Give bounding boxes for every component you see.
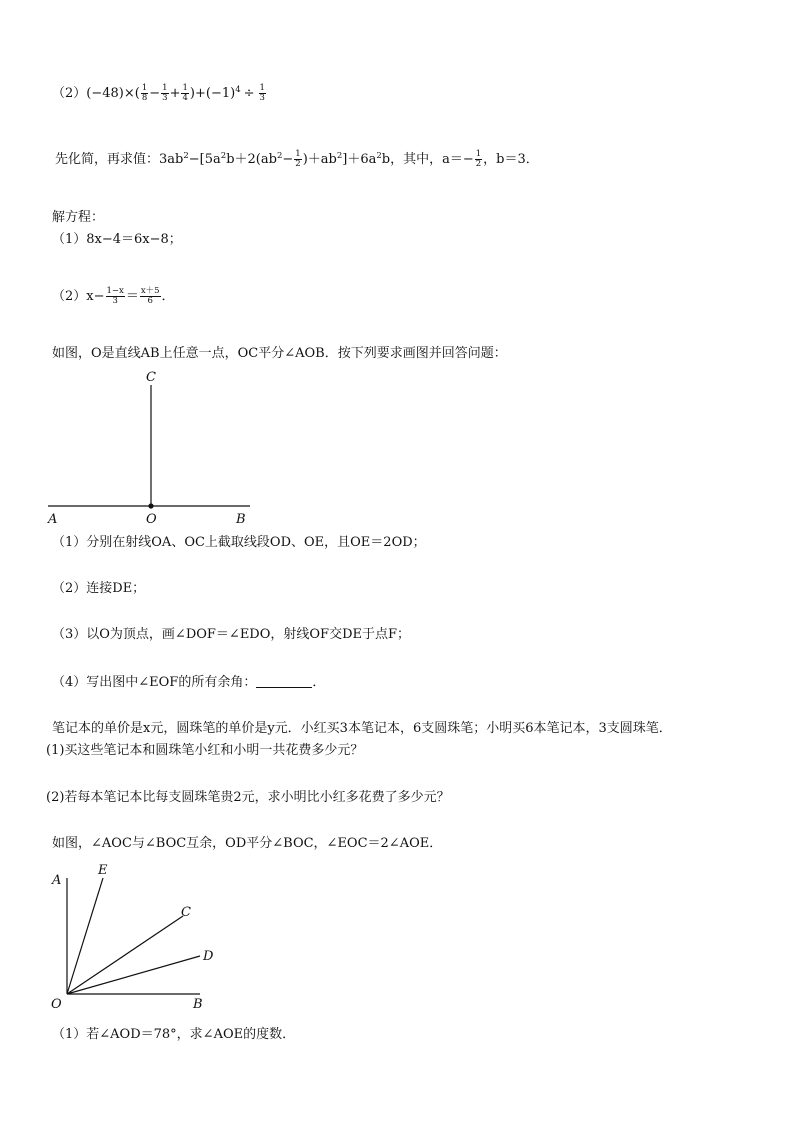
fraction-1-3-b: $\frac{1}{3}$ xyxy=(259,83,265,103)
label-A: A xyxy=(48,512,58,527)
simplify-problem: 先化简，再求值：$3ab^2-[5a^2b+2(ab^2-$ $\frac{1}{2}$ )$+ab^2]+6a^2b$，其中，a＝− $\frac{1}{2}$ ，b＝3． xyxy=(55,149,539,169)
equation-1: （1）8x−4＝6x−8； xyxy=(52,232,182,247)
notebook-intro: 笔记本的单价是x元，圆珠笔的单价是y元．小红买3本笔记本，6支圆珠笔；小明买6本笔记本，3支圆珠笔． xyxy=(52,721,672,736)
geometry1-step-2: （2）连接DE； xyxy=(52,581,146,596)
notebook-part-1: (1)买这些笔记本和圆珠笔小红和小明一共花费多少元？ xyxy=(46,743,364,758)
answer-blank[interactable] xyxy=(256,675,312,688)
fraction-x-plus-5-over-6: $\frac{x+5}{6}$ xyxy=(140,286,160,306)
ray-OE xyxy=(67,878,103,994)
label-A: A xyxy=(52,873,62,888)
geometry1-step-4: （4）写出图中∠EOF的所有余角： ． xyxy=(52,675,326,690)
fraction-1-3: $\frac{1}{3}$ xyxy=(162,83,168,103)
calc2-prefix: （2）(−48)×( xyxy=(52,86,140,101)
fraction-1-minus-x-over-3: $\frac{1-x}{3}$ xyxy=(106,286,124,306)
calc-problem-2: （2）(−48)×( $\frac{1}{8}$ − $\frac{1}{3}$ + $\frac{1}{4}$ )$+(-1)^4$ ÷ $\frac{1}{3}$ xyxy=(52,83,265,103)
fraction-1-8: $\frac{1}{8}$ xyxy=(141,83,148,103)
fraction-1-4: $\frac{1}{4}$ xyxy=(182,83,188,103)
label-O: O xyxy=(51,997,62,1012)
label-E: E xyxy=(98,863,108,878)
ray-OD xyxy=(67,956,200,994)
equations-title: 解方程： xyxy=(52,210,105,225)
exponent: 4 xyxy=(235,85,241,95)
geometry1-intro: 如图，O是直线AB上任意一点，OC平分∠AOB．按下列要求画图并回答问题： xyxy=(52,346,507,361)
point-O xyxy=(148,503,153,508)
ray-OC xyxy=(67,916,183,994)
label-B: B xyxy=(236,512,246,527)
geometry2-part-1: （1）若∠AOD＝78°，求∠AOE的度数． xyxy=(52,1027,296,1042)
fraction-1-2-b: $\frac{1}{2}$ xyxy=(475,149,482,169)
equation-2: （2）x− $\frac{1-x}{3}$ ＝ $\frac{x+5}{6}$ ． xyxy=(52,286,175,306)
geometry1-step-3: （3）以O为顶点，画∠DOF＝∠EDO，射线OF交DE于点F； xyxy=(52,627,410,642)
geometry2-intro: 如图，∠AOC与∠BOC互余，OD平分∠BOC，∠EOC＝2∠AOE． xyxy=(52,836,443,851)
label-C: C xyxy=(146,370,156,385)
fraction-1-2: $\frac{1}{2}$ xyxy=(295,149,301,169)
label-O: O xyxy=(146,512,157,527)
label-C: C xyxy=(181,905,191,920)
geometry2-figure xyxy=(40,858,230,1018)
notebook-part-2: (2)若每本笔记本比每支圆珠笔贵2元，求小明比小红多花费了多少元？ xyxy=(46,790,450,805)
geometry1-step-1: （1）分别在射线OA、OC上截取线段OD、OE，且OE＝2OD； xyxy=(52,535,426,550)
label-B: B xyxy=(193,997,203,1012)
label-D: D xyxy=(203,949,214,964)
geometry1-figure xyxy=(40,365,270,530)
